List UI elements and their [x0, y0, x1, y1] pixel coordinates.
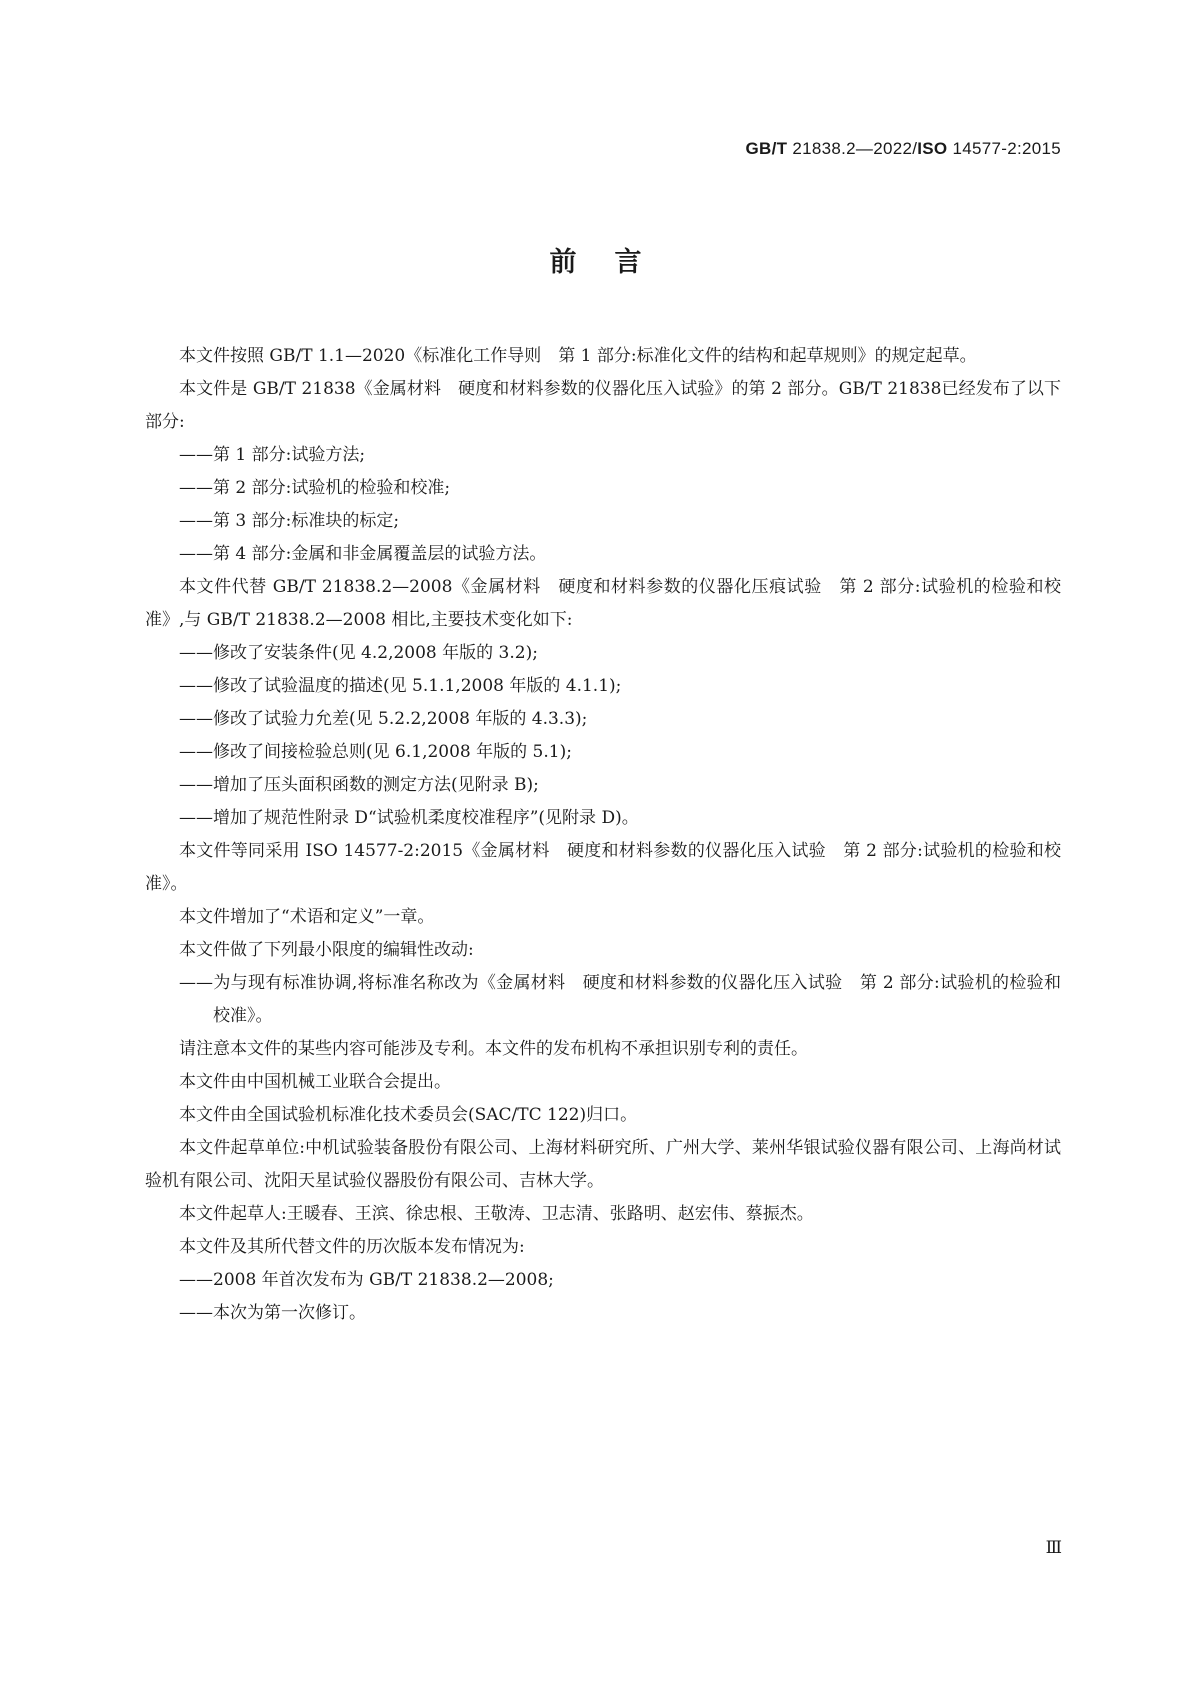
- paragraph-added-chapter: 本文件增加了“术语和定义”一章。: [179, 907, 435, 927]
- list-item-change-2: ——修改了试验温度的描述(见 5.1.1,2008 年版的 4.1.1);: [179, 676, 622, 696]
- list-item-change-5: ——增加了压头面积函数的测定方法(见附录 B);: [179, 775, 539, 795]
- list-item-change-6: ——增加了规范性附录 D“试验机柔度校准程序”(见附录 D)。: [179, 808, 639, 828]
- paragraph-proposer: 本文件由中国机械工业联合会提出。: [179, 1072, 451, 1092]
- paragraph-history: 本文件及其所代替文件的历次版本发布情况为:: [179, 1237, 525, 1257]
- standard-code-header: [746, 139, 1061, 159]
- paragraph-drafting-rules: 本文件按照 GB/T 1.1—2020《标准化工作导则 第 1 部分:标准化文件的结构和起草规则》的规定起草。: [179, 346, 977, 366]
- paragraph-editorial-changes: 本文件做了下列最小限度的编辑性改动:: [179, 940, 474, 960]
- iso-number: 14577-2:2015: [947, 139, 1061, 158]
- standard-prefix: GB/T: [745, 139, 788, 158]
- paragraph-drafting-units: 本文件起草单位:中机试验装备股份有限公司、上海材料研究所、广州大学、莱州华银试验仪器有限公司、上海尚材试验机有限公司、沈阳天星试验仪器股份有限公司、吉林大学。: [145, 1138, 1061, 1191]
- paragraph-patent-notice: 请注意本文件的某些内容可能涉及专利。本文件的发布机构不承担识别专利的责任。: [179, 1039, 808, 1059]
- list-item-part-3: ——第 3 部分:标准块的标定;: [179, 511, 400, 531]
- page-title: 前言: [549, 247, 680, 278]
- list-item-title-change: ——为与现有标准协调,将标准名称改为《金属材料 硬度和材料参数的仪器化压入试验 第 2 部分:试验机的检验和校准》。: [179, 973, 1061, 1026]
- list-item-history-2: ——本次为第一次修订。: [179, 1303, 366, 1323]
- list-item-change-1: ——修改了安装条件(见 4.2,2008 年版的 3.2);: [179, 643, 538, 663]
- list-item-part-4: ——第 4 部分:金属和非金属覆盖层的试验方法。: [179, 544, 547, 564]
- standard-number: 21838.2—2022/: [787, 139, 918, 158]
- list-item-part-1: ——第 1 部分:试验方法;: [179, 445, 366, 465]
- paragraph-committee: 本文件由全国试验机标准化技术委员会(SAC/TC 122)归口。: [179, 1105, 638, 1125]
- iso-prefix: ISO: [917, 139, 948, 158]
- list-item-part-2: ——第 2 部分:试验机的检验和校准;: [179, 478, 451, 498]
- page-number: Ⅲ: [1045, 1538, 1063, 1558]
- paragraph-drafters: 本文件起草人:王暖春、王滨、徐忠根、王敬涛、卫志清、张路明、赵宏伟、蔡振杰。: [179, 1204, 814, 1224]
- preface-body: [145, 340, 1061, 1330]
- list-item-change-3: ——修改了试验力允差(见 5.2.2,2008 年版的 4.3.3);: [179, 709, 588, 729]
- paragraph-iso-adoption: 本文件等同采用 ISO 14577-2:2015《金属材料 硬度和材料参数的仪器化压入试验 第 2 部分:试验机的检验和校准》。: [145, 841, 1061, 894]
- list-item-change-4: ——修改了间接检验总则(见 6.1,2008 年版的 5.1);: [179, 742, 572, 762]
- list-item-history-1: ——2008 年首次发布为 GB/T 21838.2—2008;: [179, 1270, 554, 1290]
- paragraph-series-part: 本文件是 GB/T 21838《金属材料 硬度和材料参数的仪器化压入试验》的第 2 部分。GB/T 21838已经发布了以下部分:: [145, 379, 1061, 432]
- paragraph-replaces: 本文件代替 GB/T 21838.2—2008《金属材料 硬度和材料参数的仪器化压痕试验 第 2 部分:试验机的检验和校准》,与 GB/T 21838.2—2008 相比,主要技术变化如下:: [145, 577, 1061, 630]
